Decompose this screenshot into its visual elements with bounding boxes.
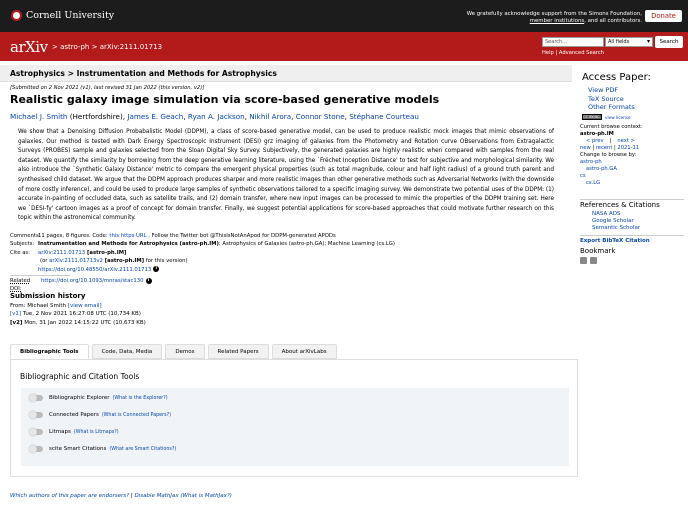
export-bibtex-link[interactable]: Export BibTeX Citation [580,235,684,245]
member-institutions-link[interactable]: member institutions [529,18,585,24]
arxiv-logo[interactable]: arXiv [10,38,48,56]
arxiv-version-link[interactable]: arXiv:2111.01713v2 [49,258,103,265]
version-row: [v1] Tue, 2 Nov 2021 16:27:08 UTC (10,734 KB) [10,311,141,318]
tab-panel [10,359,578,477]
tool-help-link[interactable]: (What is Litmaps?) [73,429,119,435]
reddit-icon[interactable] [590,257,597,264]
author-link[interactable]: Stéphane Courteau [349,112,419,121]
other-formats-link[interactable]: Other Formats [588,103,635,111]
submission-history: Submission history From: Michael Smith [view email] [v1] Tue, 2 Nov 2021 16:27:08 UTC (10,734 KB) [v2] Mon, 31 Jan 2022 14:15:22 UTC (10,673 KB) [10,292,146,326]
arxiv-id-link[interactable]: arXiv:2111.01713 [38,249,86,256]
version-row: [v2] Mon, 31 Jan 2022 14:15:22 UTC (10,673 KB) [10,319,146,326]
search-field-select[interactable]: All fields ▾ [605,37,653,47]
cite-as-row: Cite as: arXiv:2111.01713 [astro-ph.IM] (or arXiv:2111.01713v2 [astro-ph.IM] for this version) https://doi.org/10.48550/arXiv.2111.01713 i [10,249,188,273]
browse-context: Current browse context: astro-ph.IM < prev | next > new | recent | 2021-11 Change to browse by: astro-ph astro-ph.GA cs cs.LG [580,124,643,186]
disable-mathjax-link[interactable]: Disable MathJax [134,493,179,499]
tools-list [21,388,569,466]
prev-link[interactable]: < prev [586,138,604,144]
tool-row: Connected Papers (What is Connected Papers?) [29,412,171,418]
connected-papers-toggle[interactable] [29,412,43,418]
related-doi-row: Related DOI: https://doi.org/10.1093/mnras/stac130 i [10,277,555,294]
top-bar [0,0,688,32]
divider [10,275,70,276]
tab-code-data-media[interactable]: Code, Data, Media [92,344,163,359]
breadcrumb: > astro-ph > arXiv:2111.01713 [52,43,163,51]
browse-astro-ph-ga[interactable]: astro-ph.GA [586,166,617,172]
comments-row: Comments: 11 pages, 8 figures. Code: this https URL . Follow the Twitter bot @ThisIsNotAnApod for DDPM-generated APODs [10,233,336,239]
author-link[interactable]: Ryan A. Jackson [187,112,245,121]
view-license-link[interactable]: view license [605,114,631,120]
acknowledgement: We gratefully acknowledge support from the Simons Foundation, member institutions, and all contributors. [466,11,642,24]
search-input[interactable]: Search... [542,37,604,47]
tool-row: scite Smart Citations (What are Smart Citations?) [29,446,176,452]
cornell-name: Cornell University [26,10,115,21]
info-icon[interactable]: i [146,278,152,284]
advanced-search-link[interactable]: Advanced Search [558,50,604,56]
version-link-v1[interactable]: [v1] [10,311,22,318]
nasa-ads-link[interactable]: NASA ADS [592,211,621,217]
subject-header [0,65,572,82]
author-link[interactable]: Connor Stone [295,112,345,121]
submission-dates: [Submitted on 2 Nov 2021 (v1), last revised 31 Jan 2022 (this version, v2)] [10,85,205,91]
author-link[interactable]: Nikhil Arora [249,112,292,121]
browse-cs[interactable]: cs [580,173,586,179]
info-icon[interactable]: i [153,266,159,272]
tool-row: Bibliographic Explorer (What is the Explorer?) [29,395,168,401]
author-link[interactable]: James E. Geach [127,112,184,121]
litmaps-toggle[interactable] [29,429,43,435]
semantic-scholar-link[interactable]: Semantic Scholar [592,225,641,231]
subject-title: Astrophysics > Instrumentation and Methods for Astrophysics [10,69,277,78]
authors-list: Michael J. Smith (Hertfordshire), James E. Geach, Ryan A. Jackson, Nikhil Arora, Connor Stone, Stéphane Courteau [10,112,419,121]
subjects-row: Subjects: Instrumentation and Methods for Astrophysics (astro-ph.IM); Astrophysics of Galaxies (astro-ph.GA); Machine Learning (cs.LG) [10,241,395,248]
tool-help-link[interactable]: (What are Smart Citations?) [109,446,177,452]
view-email-link[interactable]: [view email] [67,303,102,310]
breadcrumb-astro-ph[interactable]: astro-ph [60,43,90,51]
refs-title: References & Citations [580,199,684,209]
bookmark-title: Bookmark [580,247,616,255]
view-pdf-link[interactable]: View PDF [588,86,619,94]
new-link[interactable]: new [580,145,591,151]
tex-source-link[interactable]: TeX Source [588,94,624,103]
donate-button[interactable]: Donate [645,10,682,22]
cornell-logo[interactable] [11,10,114,21]
author-link[interactable]: Michael J. Smith [10,112,68,121]
labs-tabs [10,344,337,359]
access-paper-title: Access Paper: [582,72,651,83]
related-doi-link[interactable]: https://doi.org/10.1093/mnras/stac130 [41,278,144,285]
bookmark-icons [580,257,597,264]
browse-astro-ph[interactable]: astro-ph [580,159,602,165]
bibsonomy-icon[interactable] [580,257,587,264]
tab-related-papers[interactable]: Related Papers [208,344,269,359]
cornell-seal-icon [11,10,22,21]
paper-title: Realistic galaxy image simulation via score-based generative models [10,93,440,106]
breadcrumb-paper-id: arXiv:2111.01713 [99,43,163,51]
code-link[interactable]: this https URL [109,233,147,239]
search-button[interactable]: Search [655,36,683,48]
access-links [588,86,635,112]
footer-links: Which authors of this paper are endorsers? | Disable MathJax (What is MathJax?) [10,493,232,499]
help-links: Help | Advanced Search [542,50,604,56]
tab-about-arxivlabs[interactable]: About arXivLabs [272,344,337,359]
tool-help-link[interactable]: (What is the Explorer?) [112,395,168,401]
scite-toggle[interactable] [29,446,43,452]
cc-license-icon[interactable]: CC BY-NC-SA [583,115,601,124]
tab-bibliographic-tools[interactable]: Bibliographic Tools [10,344,89,359]
bibliographic-explorer-toggle[interactable] [29,395,43,401]
month-link[interactable]: 2021-11 [617,145,640,151]
metadata-table [10,232,555,294]
mathjax-help-link[interactable]: (What is MathJax?) [180,493,232,499]
license [582,114,631,124]
google-scholar-link[interactable]: Google Scholar [592,218,634,224]
tool-help-link[interactable]: (What is Connected Papers?) [101,412,172,418]
panel-title: Bibliographic and Citation Tools [20,372,140,381]
tool-row: Litmaps (What is Litmaps?) [29,429,119,435]
next-link[interactable]: next > [617,138,635,144]
recent-link[interactable]: recent [595,145,613,151]
help-link[interactable]: Help [542,50,554,56]
abstract: We show that a Denoising Diffusion Probabalistic Model (DDPM), a class of score-based generative model, can be used to produce realistic mock images that mimic observations of galaxies. Our method is tested with Dark Energy Spectroscopic Instrument (DESI) grz imaging of galaxies from the Photometry and Rotation curve OBservations from Extragalactic Surveys (PROBES) sample and galaxies selected from the Sloan Digital Sky Survey. Subjectively, the generated galaxies are highly realistic when compared with samples from the real dataset. We quantify the similarity by borrowing from the deep generative learning literature, using the `Fréchet Inception Distance' to test for subjective and morphological similarity. We also introduce the `Synthetic Galaxy Distance' metric to compare the emergent physical properties (such as total magnitude, colour and half light radius) of a ground truth parent and synthesised child dataset. We argue that the DDPM approach produces sharper and more realistic images than other generative methods such as Adversarial Networks (with the downside of more costly inference), and could be used to produce large samples of synthetic observations tailored to a specific imaging survey. We demonstrate two potential uses of the DDPM: (1) accurate in-painting of occluded data, such as satellite trails, and (2) domain transfer, where new input images can be processed to mimic the properties of the DDPM training set. Here we `DESI-fy' cartoon images as a proof of concept for domain transfer. Finally, we suggest potential applications for score-based approaches that could motivate further research on this topic within the astronomical community. [18,129,554,222]
tab-demos[interactable]: Demos [165,344,204,359]
browse-cs-lg[interactable]: cs.LG [586,180,601,186]
doi-link[interactable]: https://doi.org/10.48550/arXiv.2111.01713 [38,266,152,273]
history-title: Submission history [10,292,86,300]
endorsers-link[interactable]: Which authors of this paper are endorsers? [10,493,130,499]
references-citations [580,199,684,245]
version-current-v2: [v2] [10,319,23,326]
